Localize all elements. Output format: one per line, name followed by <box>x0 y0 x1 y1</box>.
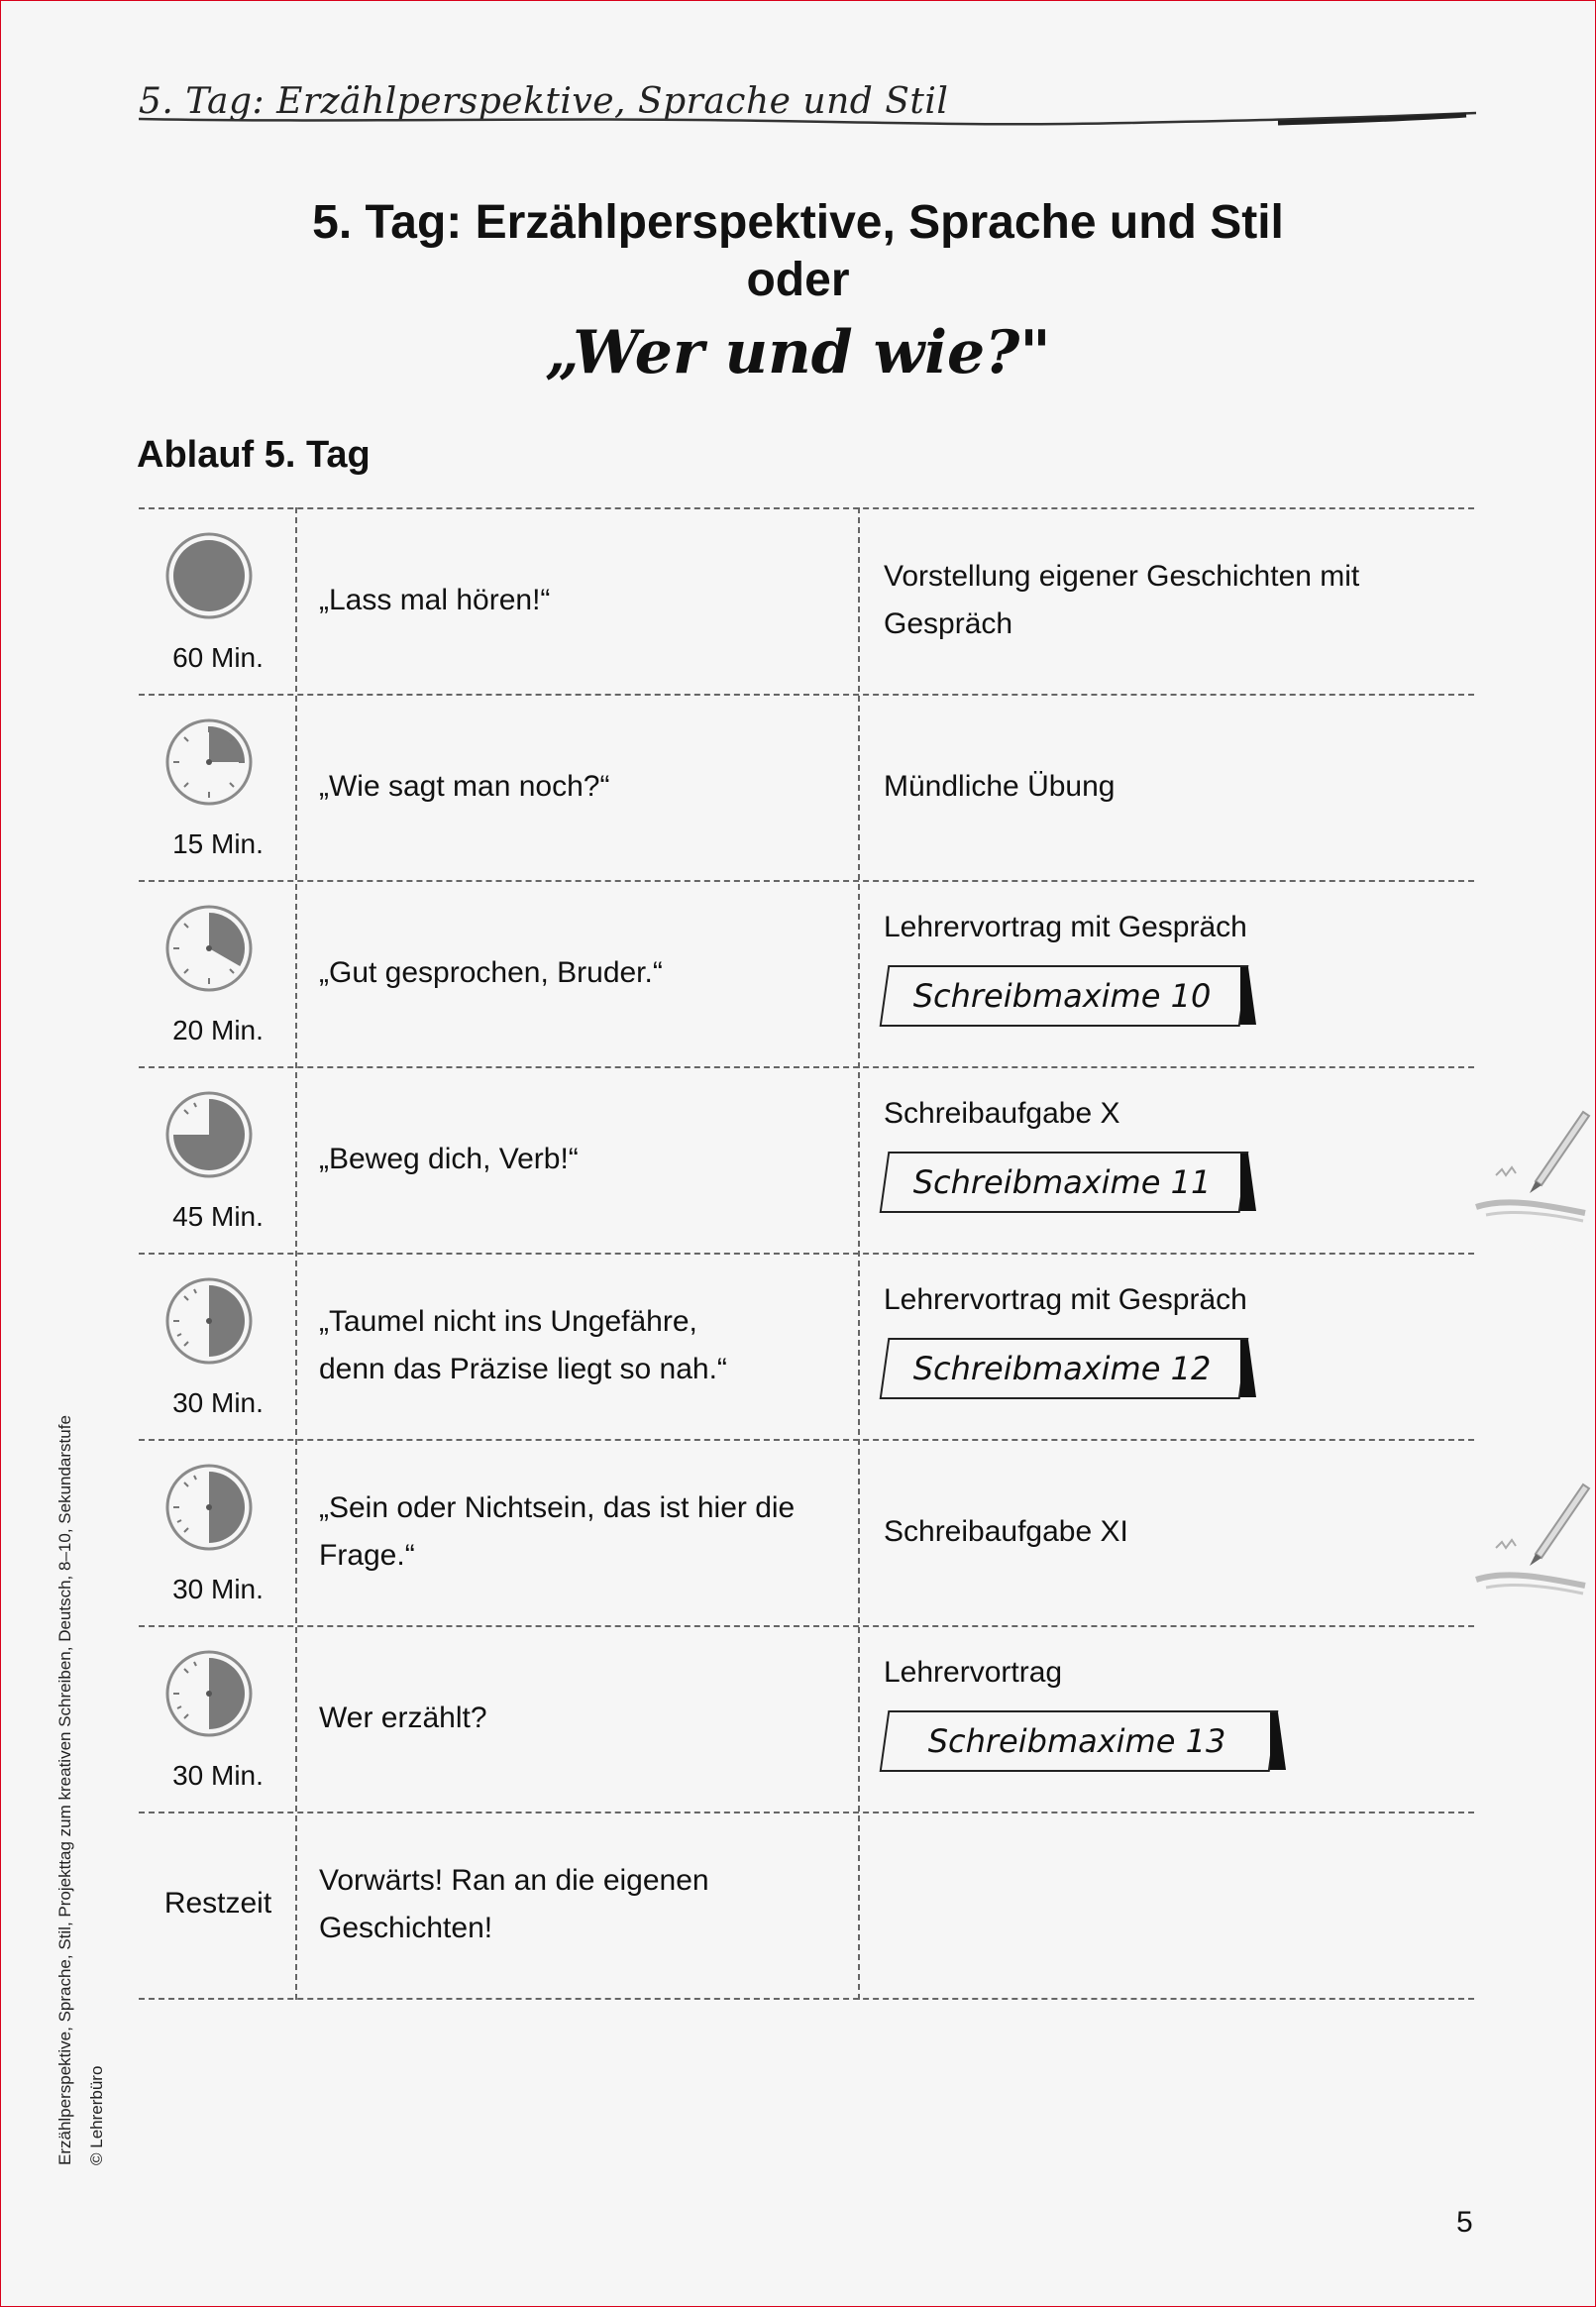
duration-label: 15 Min. <box>172 828 264 859</box>
title-line: Vorwärts! Ran an die eigenen <box>319 1864 709 1897</box>
description-text: Lehrervortrag <box>884 1656 1063 1689</box>
table-row <box>139 1066 1474 1253</box>
clock-icon <box>164 1276 254 1366</box>
clock-icon <box>164 904 254 993</box>
activity-title <box>319 1439 834 1625</box>
table-row <box>139 1253 1474 1439</box>
time-cell <box>139 694 297 880</box>
row-divider <box>139 1998 1474 2000</box>
title-line: „Taumel nicht ins Ungefähre, <box>319 1305 697 1338</box>
activity-title: „Wie sagt man noch?“ <box>319 770 610 803</box>
table-row <box>139 694 1474 880</box>
activity-description <box>884 1812 1438 1998</box>
description-text: Mündliche Übung <box>884 770 1116 803</box>
clock-icon <box>164 531 254 620</box>
activity-title: Wer erzählt? <box>319 1702 487 1734</box>
clock-icon <box>164 1649 254 1738</box>
duration-label: 60 Min. <box>172 642 264 673</box>
activity-description <box>884 1439 1438 1625</box>
side-credit: Erzählperspektive, Sprache, Stil, Projekttag zum kreativen Schreiben, Deutsch, 8–10, Sekundarstufe <box>55 1415 74 2165</box>
duration-label: 30 Min. <box>172 1387 264 1418</box>
maxime-label: Schreibmaxime 12 <box>912 1350 1212 1387</box>
time-cell <box>139 1625 297 1812</box>
description-text: Schreibaufgabe X <box>884 1097 1120 1130</box>
tag-flap-icon <box>1270 1712 1290 1772</box>
time-cell <box>139 1439 297 1625</box>
activity-description <box>884 694 1438 880</box>
tag-flap-icon <box>1240 1154 1260 1213</box>
activity-description <box>884 1066 1438 1253</box>
title-oder: oder <box>746 254 850 306</box>
schreibmaxime-tag <box>884 1152 1260 1213</box>
description-text: Lehrervortrag mit Gespräch <box>884 911 1247 943</box>
schreibmaxime-tag <box>884 1710 1290 1772</box>
maxime-label: Schreibmaxime 10 <box>912 977 1212 1015</box>
time-cell <box>139 1253 297 1439</box>
page-title: 5. Tag: Erzählperspektive, Sprache und Stil <box>312 196 1284 249</box>
title-line: „Sein oder Nichtsein, das ist hier die <box>319 1491 796 1524</box>
handwritten-underline <box>139 111 1476 131</box>
tag-flap-icon <box>1240 1340 1260 1399</box>
duration-label: 20 Min. <box>172 1015 264 1045</box>
table-row <box>139 880 1474 1066</box>
page-number: 5 <box>1456 2206 1473 2239</box>
title-line: Frage.“ <box>319 1539 415 1572</box>
title-block <box>0 194 1596 394</box>
schedule-table <box>139 507 1474 2004</box>
running-head <box>139 81 1476 141</box>
time-cell <box>139 507 297 694</box>
table-row <box>139 507 1474 694</box>
writing-pen-icon <box>1466 1098 1595 1227</box>
duration-label: Restzeit <box>163 1887 272 1920</box>
time-cell <box>139 1066 297 1253</box>
clock-icon <box>164 1090 254 1179</box>
activity-title <box>319 1812 834 1998</box>
table-row <box>139 1625 1474 1812</box>
activity-description <box>884 880 1438 1066</box>
section-heading: Ablauf 5. Tag <box>137 434 371 476</box>
activity-description <box>884 1625 1438 1812</box>
title-line: Geschichten! <box>319 1912 493 1944</box>
duration-label: 30 Min. <box>172 1574 264 1604</box>
activity-title: „Gut gesprochen, Bruder.“ <box>319 956 663 989</box>
description-text: Schreibaufgabe XI <box>884 1515 1128 1548</box>
activity-title: „Beweg dich, Verb!“ <box>319 1143 579 1175</box>
time-cell <box>139 1812 297 1998</box>
description-text: Vorstellung eigener Geschichten mit Gespräch <box>884 560 1360 640</box>
time-cell <box>139 880 297 1066</box>
activity-title: „Lass mal hören!“ <box>319 584 551 616</box>
maxime-label: Schreibmaxime 11 <box>912 1163 1212 1201</box>
duration-label: 45 Min. <box>172 1201 264 1232</box>
schreibmaxime-tag <box>884 1338 1260 1399</box>
maxime-label: Schreibmaxime 13 <box>927 1722 1226 1760</box>
duration-label: 30 Min. <box>172 1760 264 1791</box>
table-row <box>139 1812 1474 1998</box>
title-script: „Wer und wie?" <box>545 318 1051 387</box>
title-line: denn das Präzise liegt so nah.“ <box>319 1353 727 1385</box>
schreibmaxime-tag <box>884 965 1260 1027</box>
activity-description <box>884 507 1438 694</box>
table-row <box>139 1439 1474 1625</box>
writing-pen-icon <box>1466 1471 1595 1599</box>
description-text: Lehrervortrag mit Gespräch <box>884 1283 1247 1316</box>
copyright: © Lehrerbüro <box>87 2065 106 2165</box>
tag-flap-icon <box>1240 967 1260 1027</box>
activity-title <box>319 1253 834 1439</box>
clock-icon <box>164 1463 254 1552</box>
activity-description <box>884 1253 1438 1439</box>
running-head-text: 5. Tag: Erzählperspektive, Sprache und Stil <box>139 81 949 122</box>
clock-icon <box>164 717 254 807</box>
